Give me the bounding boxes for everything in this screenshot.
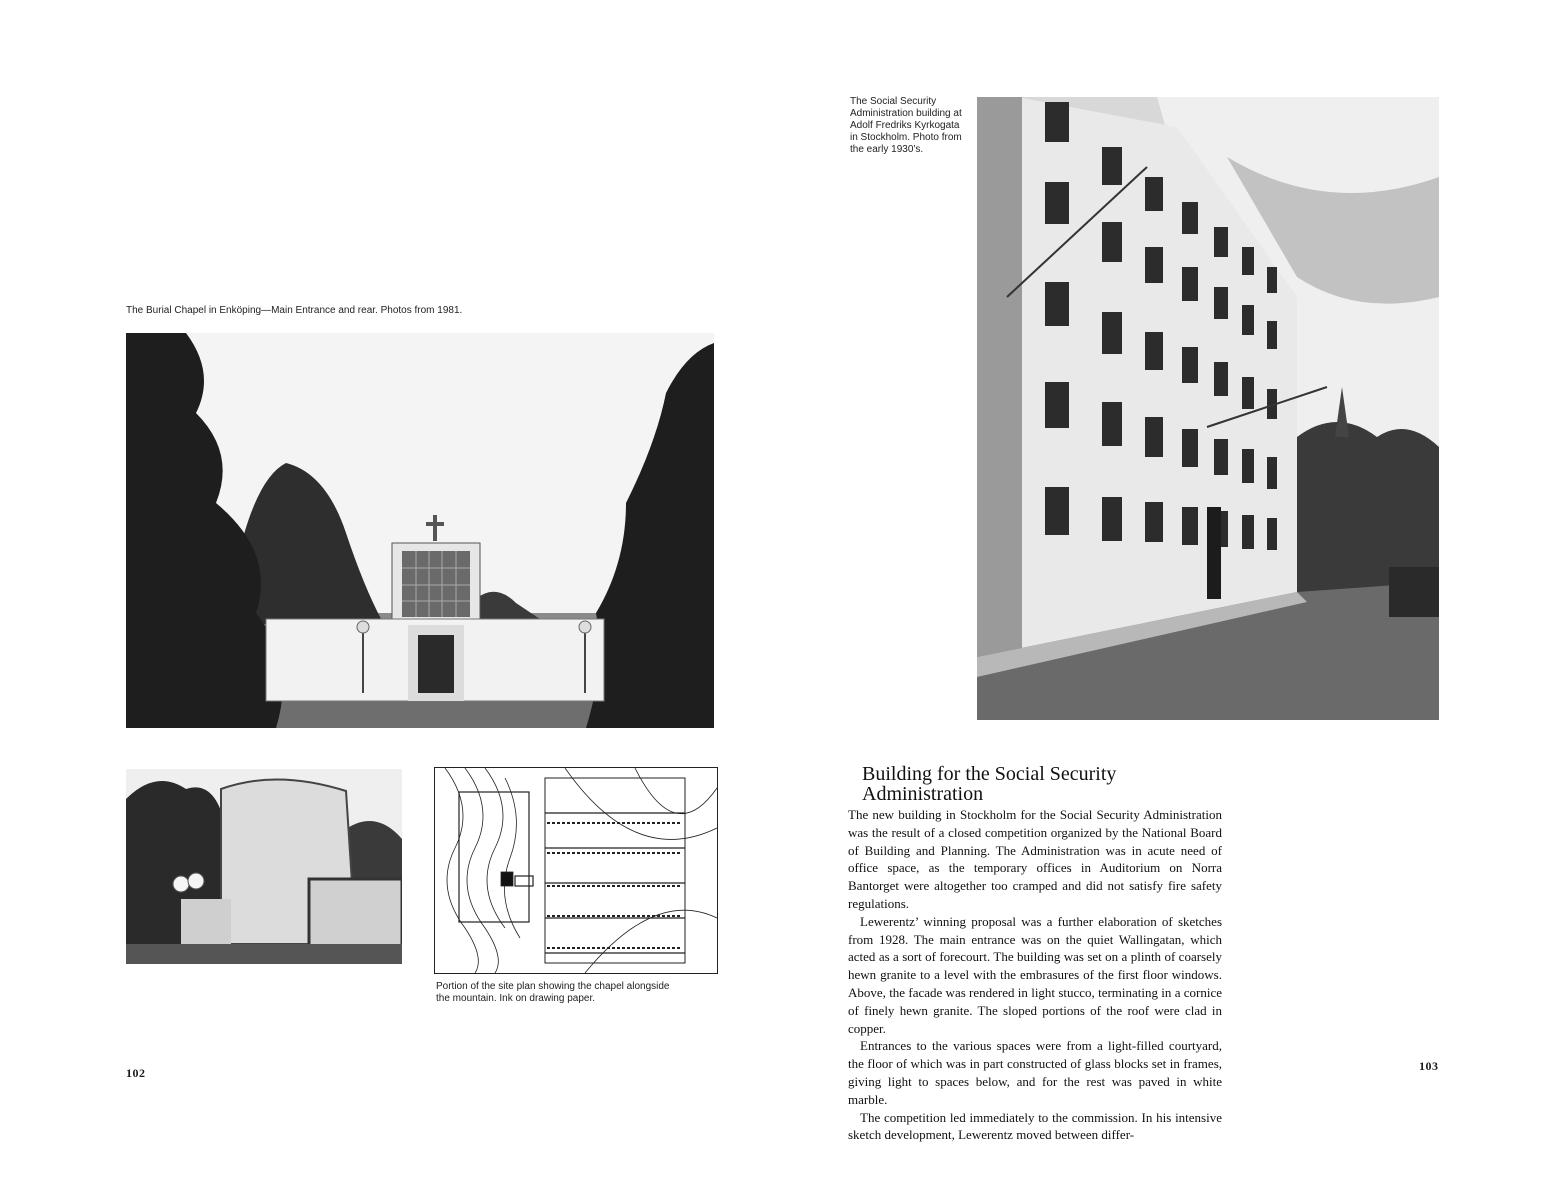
- heading-line-1: Building for the Social Security: [862, 763, 1117, 785]
- article-heading: [862, 764, 1116, 804]
- chapel-rear-photo: [126, 769, 402, 964]
- page-number-left: 102: [126, 1066, 146, 1080]
- heading-line-2: Administration: [862, 783, 984, 805]
- building-photo-caption: The Social Security Administration building at Adolf Fredriks Kyrkogata in Stockholm. Photo from the early 1930’s.: [850, 96, 962, 155]
- paragraph-4: The competition led immediately to the commission. In his intensive sketch development, Lewerentz moved between differ-: [848, 1109, 1222, 1143]
- site-plan-drawing: [434, 767, 718, 974]
- paragraph-2: Lewerentz’ winning proposal was a further elaboration of sketches from 1928. The main entrance was on the quiet Wallingatan, which acted as a sort of forecourt. The building was set on a plinth of coarsely hewn granite to a level with the embrasures of the first floor windows. Above, the facade was rendered in light stucco, terminating in a cornice of finely hewn granite. The sloped portions of the roof were clad in copper.: [848, 913, 1222, 1036]
- chapel-main-entrance-photo: [126, 333, 714, 728]
- article-body: [848, 806, 1222, 1144]
- site-plan-caption: Portion of the site plan showing the chapel alongside the mountain. Ink on drawing paper.: [436, 981, 670, 1004]
- paragraph-1: The new building in Stockholm for the Social Security Administration was the result of a closed competition organized by the National Board of Building and Planning. The Administration was in acute need of office space, as the temporary offices in Auditorium on Norra Bantorget were altogether too cramped and did not satisfy fire safety regulations.: [848, 807, 1222, 911]
- social-security-building-photo: [977, 97, 1439, 720]
- page-number-right: 103: [1419, 1059, 1439, 1073]
- chapel-caption: The Burial Chapel in Enköping—Main Entrance and rear. Photos from 1981.: [126, 305, 463, 316]
- paragraph-3: Entrances to the various spaces were from a light-filled courtyard, the floor of which was in part constructed of glass blocks set in frames, giving light to spaces below, and for the rest was paved in white marble.: [848, 1038, 1222, 1107]
